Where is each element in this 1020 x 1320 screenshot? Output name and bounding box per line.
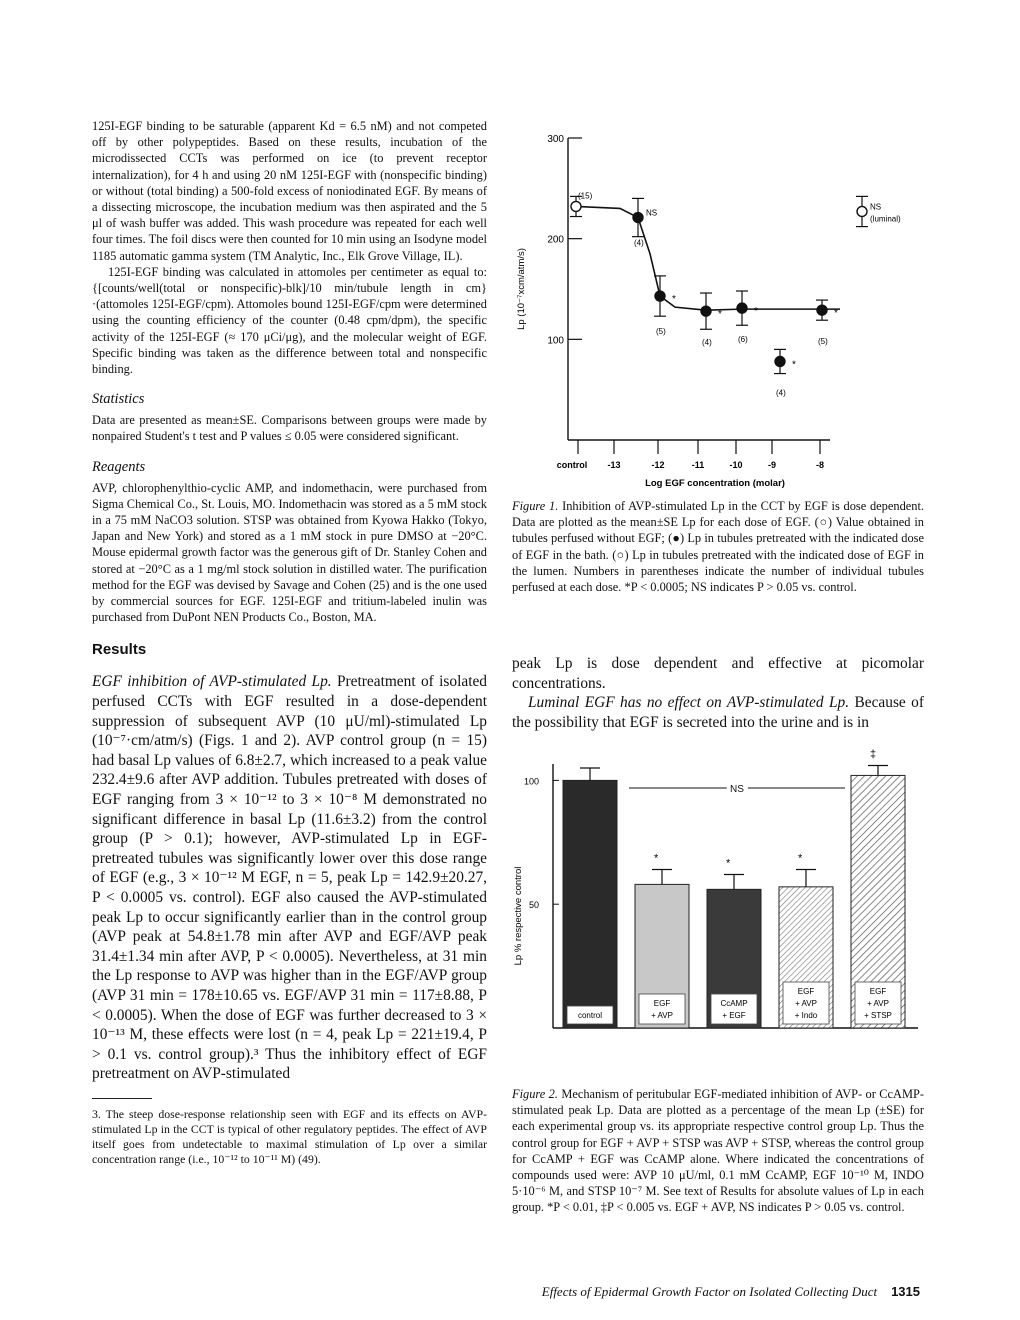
significance-mark: ‡ bbox=[870, 748, 877, 761]
bar bbox=[563, 780, 617, 1028]
y-axis-label: Lp (10⁻⁷xcm/atm/s) bbox=[516, 248, 527, 330]
x-tick-label: control bbox=[556, 460, 588, 470]
data-point bbox=[655, 291, 665, 301]
significance-mark: NS bbox=[646, 208, 658, 218]
y-tick-label: 300 bbox=[547, 134, 564, 145]
n-label: (5) bbox=[656, 327, 666, 337]
significance-mark: NS bbox=[870, 202, 882, 212]
footnote: 3. The steep dose-response relationship seen with EGF and its effects on AVP-stimulated Lp in the CCT is typical of other regulatory peptides. The effect of AVP itself goes from undetectable to maximal stimulation of Lp over a similar concentration range (i.e., 10⁻¹² to 10⁻¹¹ M) (49). bbox=[92, 1106, 487, 1166]
data-point bbox=[571, 201, 581, 211]
bar-label: + AVP bbox=[651, 1011, 673, 1020]
x-tick-label: -11 bbox=[691, 460, 705, 470]
figure-2-caption-block bbox=[512, 1086, 924, 1216]
paragraph-binding: 125I-EGF binding to be saturable (apparent Kd = 6.5 nM) and not competed off by other polypeptides. Based on these results, incubation of the microdissected CCTs was performed on ice (to prevent receptor internalization), for 4 h and using 20 nM 125I-EGF with (nonspecific binding) or without (total binding) a 500-fold excess of noniodinated EGF. By means of a dissecting microscope, the incubation medium was then aspirated and the 5 μl of wash buffer was added. This wash procedure was repeated for each well four times. The foil discs were then counted for 10 min using an Isodyne model 1185 automatic gamma system (TM Analytic, Inc., Elk Grove Village, IL). bbox=[92, 119, 487, 263]
n-label: (4) bbox=[634, 238, 644, 248]
luminal-lead: Luminal EGF has no effect on AVP-stimulated Lp. bbox=[528, 694, 850, 712]
significance-mark: * bbox=[672, 294, 676, 306]
x-tick-label: -8 bbox=[815, 460, 825, 470]
x-axis-label: Log EGF concentration (molar) bbox=[645, 478, 785, 489]
left-column bbox=[92, 118, 487, 1167]
paragraph-binding-calc: 125I-EGF binding was calculated in attomoles per centimeter as equal to: {[counts/well(total or nonspecific)-blk]/10 min/tubule length in cm}·(attomoles 125I-EGF/cpm). Attomoles bound 125I-EGF/cpm were determined using the counting efficiency of the counter (0.48 cpm/dpm), the specific activity of the 125I-EGF (≈ 170 μCi/μg), and the molecular weight of EGF. Specific binding was taken as the difference between total and nonspecific binding. bbox=[92, 264, 487, 377]
y-tick-label: 100 bbox=[523, 776, 539, 787]
significance-mark: * bbox=[726, 857, 731, 870]
n-label: (4) bbox=[776, 388, 786, 398]
n-label: (6) bbox=[738, 335, 748, 345]
bar-label: CcAMP bbox=[720, 999, 748, 1008]
running-title: Effects of Epidermal Growth Factor on Isolated Collecting Duct bbox=[541, 1284, 878, 1299]
heading-statistics: Statistics bbox=[92, 391, 145, 408]
paragraph-results bbox=[92, 672, 487, 1083]
data-point bbox=[737, 303, 747, 313]
heading-reagents: Reagents bbox=[92, 458, 146, 475]
right-text-block bbox=[512, 654, 924, 732]
paragraph-reagents: AVP, chlorophenylthio-cyclic AMP, and indomethacin, were purchased from Sigma Chemical Co., St. Louis, MO. Indomethacin was stored as a 5 mM stock in a 75 mM NaCO3 solution. STSP was obtained from Kyowa Hakko (Tokyo, Japan and New York) and stored as a 1 mM stock in pure DMSO at −20°C. Mouse epidermal growth factor was the generous gift of Dr. Stanley Cohen and stored at −20°C as a 1 mg/ml stock solution in distilled water. The purification method for the EGF was devised by Savage and Cohen (25) and is the one used by commercial sources for EGF. 125I-EGF and tritium-labeled inulin was purchased from DuPont NEN Products Co., Boston, MA. bbox=[92, 480, 487, 625]
n-label: (5) bbox=[818, 337, 828, 347]
data-point bbox=[775, 356, 785, 366]
significance-mark: * bbox=[792, 359, 796, 371]
bar-label: EGF bbox=[869, 987, 887, 996]
bar-label: EGF bbox=[653, 999, 671, 1008]
page-footer bbox=[480, 1284, 920, 1300]
x-tick-label: -9 bbox=[767, 460, 777, 470]
bar-label: + AVP bbox=[867, 999, 889, 1008]
figure-1-plot bbox=[516, 134, 901, 489]
x-tick-label: -13 bbox=[607, 460, 621, 470]
footnote-rule bbox=[92, 1098, 152, 1099]
data-point bbox=[633, 213, 643, 223]
data-point bbox=[817, 305, 827, 315]
data-point bbox=[701, 306, 711, 316]
y-tick-label: 200 bbox=[547, 234, 564, 246]
bar-label: + EGF bbox=[722, 1011, 746, 1020]
x-tick-label: -10 bbox=[729, 460, 743, 470]
x-tick-label: -12 bbox=[651, 460, 665, 470]
significance-mark: * bbox=[654, 852, 659, 865]
figure-1-label: Figure 1. bbox=[512, 499, 559, 513]
paragraph-statistics: Data are presented as mean±SE. Comparisons between groups were made by nonpaired Student's t test and P values ≤ 0.05 were considered significant. bbox=[92, 413, 487, 444]
ns-bracket-label: NS bbox=[730, 784, 744, 795]
paragraph-luminal bbox=[512, 693, 924, 732]
figure-2-label: Figure 2. bbox=[512, 1087, 558, 1101]
paragraph-peak-lp: peak Lp is dose dependent and effective at picomolar concentrations. bbox=[512, 655, 924, 692]
results-body: Pretreatment of isolated perfused CCTs with EGF resulted in a dose-dependent suppression of subsequent AVP (10 μU/ml)-stimulated Lp (10⁻⁷·cm/atm/s) (Figs. 1 and 2). AVP control group (n = 15) had basal Lp values of 6.8±2.7, which increased to a peak value 232.4±9.6 after AVP addition. Tubules pretreated with doses of EGF ranging from 3 × 10⁻¹² to 3 × 10⁻⁸ M demonstrated no significant difference in basal Lp (11.6±3.2) from the control group (P > 0.1); however, AVP-stimulated Lp in EGF-pretreated tubules was significantly lower over this dose range of EGF (e.g., 3 × 10⁻¹² M EGF, n = 5, peak Lp = 142.9±20.27, P < 0.0005 vs. control). EGF also caused the AVP-stimulated peak Lp to occur significantly earlier than in the control group (AVP peak at 54.8±1.78 min after AVP and EGF/AVP peak 31.4±1.34 min after AVP, P < 0.0005). Nevertheless, at 31 min the Lp response to AVP was higher than in the EGF/AVP group (AVP 31 min = 178±10.65 vs. EGF/AVP 31 min = 117±8.88, P < 0.0005). When the dose of EGF was further decreased to 3 × 10⁻¹³ M, these effects were lost (n = 4, peak Lp = 221±19.4, P > 0.1 vs. control group).³ Thus the inhibitory effect of EGF pretreatment on AVP-stimulated bbox=[92, 673, 487, 1083]
bar-label: + STSP bbox=[864, 1011, 892, 1020]
figure-2-plot bbox=[513, 749, 918, 1028]
page-number: 1315 bbox=[891, 1284, 920, 1299]
significance-mark: * bbox=[718, 309, 722, 321]
n-label: (4) bbox=[702, 338, 712, 348]
bar-label: EGF bbox=[797, 987, 815, 996]
luminal-body: Because of the possibility that EGF is secreted into the urine and is in bbox=[512, 694, 924, 731]
data-point bbox=[857, 206, 867, 216]
figure-1-caption-text: Inhibition of AVP-stimulated Lp in the CCT by EGF is dose dependent. Data are plotted as the mean±SE Lp for each dose of EGF. (○) Value obtained in tubules perfused without EGF; (●) Lp in tubules pretreated with the indicated dose of EGF in the bath. (○) Lp in tubules pretreated with the indicated dose of EGF in the lumen. Numbers in parentheses indicate the number of individual tubules perfused at each dose. *P < 0.0005; NS indicates P > 0.05 vs. control. bbox=[512, 499, 924, 595]
y-tick-label: 100 bbox=[547, 335, 564, 347]
bar-label: + AVP bbox=[795, 999, 817, 1008]
figure-1-caption bbox=[512, 498, 924, 595]
dose-response-curve bbox=[576, 206, 840, 310]
figure-2-caption bbox=[512, 1086, 924, 1216]
significance-mark: * bbox=[798, 852, 803, 865]
heading-results: Results bbox=[92, 641, 147, 659]
significance-mark: * bbox=[754, 306, 758, 318]
luminal-note: (luminal) bbox=[870, 214, 901, 224]
n-label: (15) bbox=[578, 191, 593, 201]
figure-2-caption-text: Mechanism of peritubular EGF-mediated inhibition of AVP- or CcAMP-stimulated peak Lp. Data are plotted as a percentage of the mean Lp (±SE) for each experimental group vs. its appropriate respective control group Lp. Thus the control group for EGF + AVP + STSP was AVP + STSP, whereas the control group for CcAMP + EGF was CcAMP alone. Where indicated the concentrations of compounds used were: AVP 10 μU/ml, 0.1 mM CcAMP, EGF 10⁻¹⁰ M, INDO 5·10⁻⁶ M, and STSP 10⁻⁷ M. See text of Results for absolute values of Lp in each group. *P < 0.01, ‡P < 0.005 vs. EGF + AVP, NS indicates P > 0.05 vs. control. bbox=[512, 1087, 924, 1215]
bar-label: control bbox=[577, 1011, 603, 1020]
figure-1-chart bbox=[510, 118, 920, 490]
figure-2-chart bbox=[505, 746, 920, 1076]
figure-1-caption-block bbox=[512, 498, 924, 595]
y-axis-label: Lp % respective control bbox=[513, 866, 524, 966]
bar-label: + Indo bbox=[794, 1011, 818, 1020]
y-tick-label: 50 bbox=[528, 900, 539, 911]
significance-mark: * bbox=[834, 308, 838, 320]
results-lead: EGF inhibition of AVP-stimulated Lp. bbox=[92, 673, 332, 691]
